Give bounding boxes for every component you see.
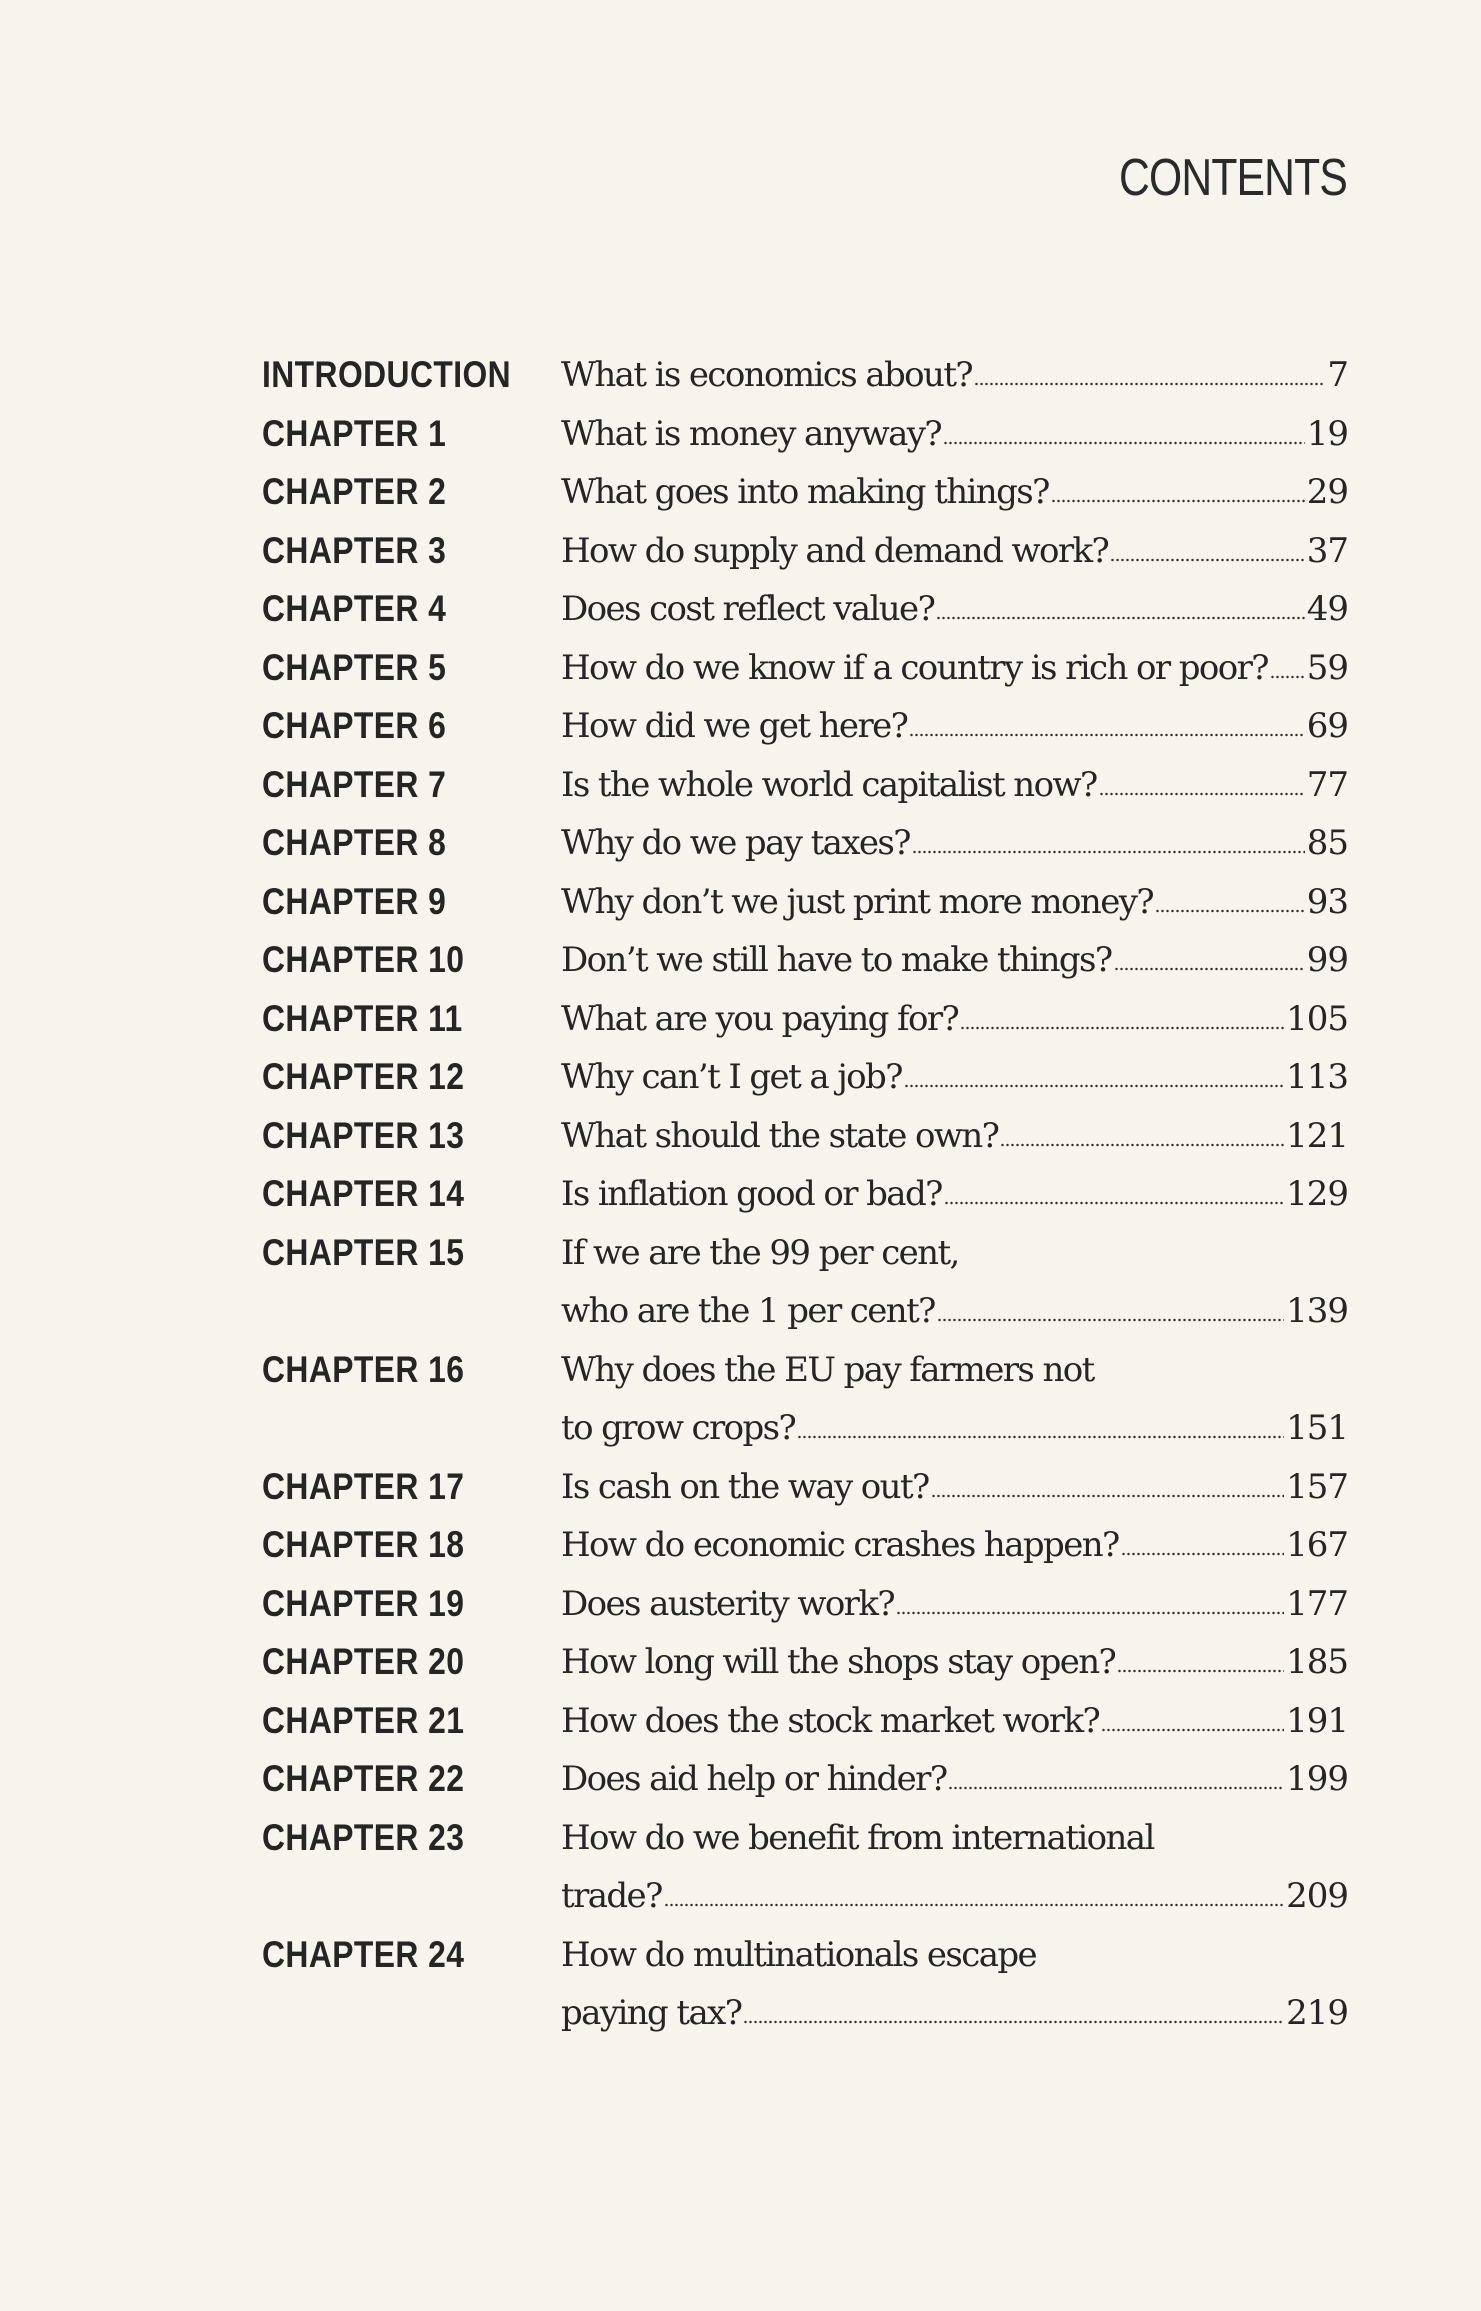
page-number[interactable]: 69 xyxy=(1306,706,1348,746)
chapter-title-text: Why does the EU pay farmers not xyxy=(561,1349,1094,1390)
toc-entry[interactable] xyxy=(262,1458,1348,1517)
chapter-title xyxy=(561,1165,1348,1224)
chapter-label: CHAPTER 7 xyxy=(262,763,447,805)
dot-leader xyxy=(1114,967,1305,971)
chapter-label-cell xyxy=(262,1809,561,1868)
dot-leader xyxy=(960,1026,1284,1030)
page-number[interactable]: 191 xyxy=(1286,1700,1348,1741)
chapter-title-line xyxy=(561,814,1348,873)
page-number[interactable]: 177 xyxy=(1286,1583,1348,1624)
page-number[interactable]: 167 xyxy=(1286,1525,1348,1565)
dot-leader xyxy=(1101,1728,1284,1732)
chapter-label-cell xyxy=(262,580,561,639)
chapter-label: CHAPTER 16 xyxy=(262,1348,465,1390)
dot-leader xyxy=(797,1435,1284,1439)
dot-leader xyxy=(909,733,1304,737)
chapter-title-text: Does austerity work? xyxy=(561,1583,894,1624)
chapter-label-cell xyxy=(262,1926,561,1985)
chapter-title xyxy=(561,1224,1348,1341)
toc-entry[interactable] xyxy=(262,814,1348,873)
chapter-title-line xyxy=(561,1633,1348,1692)
dot-leader xyxy=(943,441,1305,445)
chapter-label: CHAPTER 22 xyxy=(262,1758,465,1799)
chapter-label-cell xyxy=(262,990,561,1049)
page-number[interactable]: 185 xyxy=(1286,1642,1348,1682)
chapter-title-text: What are you paying for? xyxy=(561,998,959,1039)
chapter-label: CHAPTER 17 xyxy=(262,1465,465,1507)
chapter-title-line xyxy=(561,1399,1348,1458)
chapter-title-text: How do we benefit from international xyxy=(561,1817,1154,1858)
toc-entry[interactable] xyxy=(262,1048,1348,1107)
chapter-label-cell xyxy=(262,405,561,464)
page-number[interactable]: 29 xyxy=(1306,472,1348,512)
chapter-title xyxy=(561,522,1348,581)
chapter-title-line xyxy=(561,1224,1348,1283)
chapter-title xyxy=(561,1750,1348,1809)
chapter-label: CHAPTER 24 xyxy=(262,1933,465,1975)
dot-leader xyxy=(948,1786,1284,1790)
dot-leader xyxy=(974,382,1325,386)
dot-leader xyxy=(664,1903,1284,1907)
chapter-title-text: paying tax? xyxy=(561,1993,742,2033)
chapter-title-text: If we are the 99 per cent, xyxy=(561,1232,959,1273)
chapter-label-cell xyxy=(262,1224,561,1283)
chapter-label: CHAPTER 2 xyxy=(262,471,447,512)
chapter-title-line xyxy=(561,1984,1348,2043)
page-number[interactable]: 93 xyxy=(1306,881,1348,922)
chapter-title-line xyxy=(561,522,1348,581)
chapter-title-line xyxy=(561,463,1348,522)
page-number[interactable]: 199 xyxy=(1286,1759,1348,1799)
chapter-label: CHAPTER 9 xyxy=(262,880,447,922)
chapter-title-text: Don’t we still have to make things? xyxy=(561,940,1112,980)
toc-entry[interactable] xyxy=(262,1107,1348,1166)
chapter-title-text: Why don’t we just print more money? xyxy=(561,881,1153,922)
toc-entry[interactable] xyxy=(262,1633,1348,1692)
dot-leader xyxy=(1051,499,1305,503)
chapter-label: CHAPTER 12 xyxy=(262,1056,465,1097)
chapter-label: CHAPTER 6 xyxy=(262,705,447,746)
dot-leader xyxy=(1155,909,1305,913)
chapter-title-text: to grow crops? xyxy=(561,1408,796,1448)
toc-entry[interactable] xyxy=(262,756,1348,815)
toc-entry[interactable] xyxy=(262,1692,1348,1751)
chapter-title-line xyxy=(561,1458,1348,1517)
chapter-label-cell xyxy=(262,931,561,990)
dot-leader xyxy=(743,2020,1284,2024)
page-number[interactable]: 49 xyxy=(1306,589,1348,629)
toc-entry[interactable] xyxy=(262,405,1348,464)
chapter-title-text: Does aid help or hinder? xyxy=(561,1759,947,1799)
chapter-title-text: How do supply and demand work? xyxy=(561,530,1109,571)
chapter-label: CHAPTER 15 xyxy=(262,1231,465,1273)
chapter-title xyxy=(561,1516,1348,1575)
toc-entry[interactable] xyxy=(262,522,1348,581)
chapter-title-text: How long will the shops stay open? xyxy=(561,1642,1116,1682)
chapter-label-cell xyxy=(262,1692,561,1751)
toc-entry[interactable] xyxy=(262,873,1348,932)
page-number[interactable]: 209 xyxy=(1286,1876,1348,1916)
chapter-label-cell xyxy=(262,1107,561,1166)
chapter-title-line xyxy=(561,1165,1348,1224)
chapter-title xyxy=(561,405,1348,464)
chapter-label: CHAPTER 23 xyxy=(262,1816,465,1858)
dot-leader xyxy=(1110,558,1305,562)
chapter-title xyxy=(561,639,1348,698)
page-number[interactable]: 105 xyxy=(1286,998,1348,1039)
chapter-title-text: How do multinationals escape xyxy=(561,1934,1037,1975)
chapter-label-cell xyxy=(262,756,561,815)
chapter-title-line xyxy=(561,1282,1348,1341)
chapter-title-text: What goes into making things? xyxy=(561,472,1049,512)
chapter-title xyxy=(561,1692,1348,1751)
chapter-title-text: Why do we pay taxes? xyxy=(561,823,910,863)
chapter-title xyxy=(561,1633,1348,1692)
page-number[interactable]: 85 xyxy=(1306,823,1348,863)
chapter-title-line xyxy=(561,697,1348,756)
chapter-title-text: trade? xyxy=(561,1876,662,1916)
toc-entry[interactable] xyxy=(262,990,1348,1049)
page-number[interactable]: 7 xyxy=(1327,355,1348,395)
page-number[interactable]: 151 xyxy=(1286,1408,1348,1448)
chapter-title xyxy=(561,873,1348,932)
toc-entry[interactable] xyxy=(262,1575,1348,1634)
chapter-label-cell xyxy=(262,697,561,756)
table-of-contents xyxy=(262,346,1348,2043)
chapter-title xyxy=(561,1575,1348,1634)
toc-entry[interactable] xyxy=(262,1809,1348,1926)
chapter-title xyxy=(561,1048,1348,1107)
chapter-title-line xyxy=(561,931,1348,990)
chapter-title-line xyxy=(561,873,1348,932)
chapter-title xyxy=(561,463,1348,522)
chapter-label-cell xyxy=(262,1516,561,1575)
chapter-title xyxy=(561,1458,1348,1517)
chapter-title-line xyxy=(561,1692,1348,1751)
chapter-title xyxy=(561,1926,1348,2043)
dot-leader xyxy=(931,1494,1284,1498)
chapter-title xyxy=(561,756,1348,815)
chapter-label: CHAPTER 18 xyxy=(262,1524,465,1565)
chapter-title-text: How do economic crashes happen? xyxy=(561,1525,1119,1565)
chapter-label: CHAPTER 13 xyxy=(262,1114,465,1156)
chapter-title-text: Is cash on the way out? xyxy=(561,1466,929,1507)
chapter-label: CHAPTER 14 xyxy=(262,1173,465,1214)
chapter-title xyxy=(561,580,1348,639)
toc-entry[interactable] xyxy=(262,931,1348,990)
page-number[interactable]: 219 xyxy=(1286,1993,1348,2033)
dot-leader xyxy=(944,1201,1284,1205)
dot-leader xyxy=(1117,1669,1284,1673)
page-number[interactable]: 77 xyxy=(1306,764,1348,805)
page-number[interactable]: 99 xyxy=(1306,940,1348,980)
toc-entry[interactable] xyxy=(262,463,1348,522)
chapter-title-line xyxy=(561,1809,1348,1868)
chapter-title-line xyxy=(561,1867,1348,1926)
dot-leader xyxy=(896,1611,1284,1615)
chapter-title-line xyxy=(561,1926,1348,1985)
chapter-title-text: How did we get here? xyxy=(561,706,908,746)
page-number[interactable]: 157 xyxy=(1286,1466,1348,1507)
toc-entry[interactable] xyxy=(262,1165,1348,1224)
chapter-label: CHAPTER 19 xyxy=(262,1582,465,1624)
dot-leader xyxy=(1121,1552,1284,1556)
toc-entry[interactable] xyxy=(262,580,1348,639)
chapter-title-line xyxy=(561,990,1348,1049)
chapter-label-cell xyxy=(262,1458,561,1517)
chapter-label: CHAPTER 3 xyxy=(262,529,447,571)
chapter-label-cell xyxy=(262,346,561,405)
chapter-title-text: What is money anyway? xyxy=(561,413,942,454)
dot-leader xyxy=(937,1318,1284,1322)
chapter-title-line xyxy=(561,639,1348,698)
chapter-title-text: Why can’t I get a job? xyxy=(561,1057,902,1097)
chapter-label-cell xyxy=(262,463,561,522)
chapter-title-line xyxy=(561,1107,1348,1166)
dot-leader xyxy=(1000,1143,1284,1147)
chapter-title xyxy=(561,814,1348,873)
page-number[interactable]: 19 xyxy=(1306,413,1348,454)
chapter-title-line xyxy=(561,1575,1348,1634)
dot-leader xyxy=(912,850,1305,854)
chapter-title-text: Is the whole world capitalist now? xyxy=(561,764,1097,805)
page-number[interactable]: 113 xyxy=(1286,1057,1348,1097)
chapter-label-cell xyxy=(262,814,561,873)
chapter-label-cell xyxy=(262,1750,561,1809)
dot-leader xyxy=(1270,675,1305,679)
dot-leader xyxy=(904,1084,1284,1088)
dot-leader xyxy=(936,616,1305,620)
toc-entry[interactable] xyxy=(262,697,1348,756)
chapter-title-line xyxy=(561,580,1348,639)
chapter-label: INTRODUCTION xyxy=(262,354,512,395)
chapter-label: CHAPTER 1 xyxy=(262,412,447,454)
page-number[interactable]: 121 xyxy=(1286,1115,1348,1156)
page-number[interactable]: 37 xyxy=(1306,530,1348,571)
chapter-label: CHAPTER 10 xyxy=(262,939,465,980)
chapter-title-line xyxy=(561,756,1348,815)
chapter-title xyxy=(561,697,1348,756)
toc-entry[interactable] xyxy=(262,1750,1348,1809)
chapter-label-cell xyxy=(262,1165,561,1224)
chapter-label-cell xyxy=(262,639,561,698)
chapter-label-cell xyxy=(262,1341,561,1400)
chapter-title-line xyxy=(561,1516,1348,1575)
chapter-title xyxy=(561,1341,1348,1458)
chapter-title-line xyxy=(561,1341,1348,1400)
chapter-label-cell xyxy=(262,522,561,581)
toc-entry[interactable] xyxy=(262,1224,1348,1341)
toc-entry[interactable] xyxy=(262,1926,1348,2043)
chapter-label-cell xyxy=(262,1633,561,1692)
page-number[interactable]: 139 xyxy=(1286,1291,1348,1331)
toc-entry[interactable] xyxy=(262,1516,1348,1575)
chapter-title xyxy=(561,346,1348,405)
chapter-label: CHAPTER 11 xyxy=(262,997,463,1039)
chapter-label: CHAPTER 5 xyxy=(262,646,447,688)
toc-entry[interactable] xyxy=(262,639,1348,698)
toc-entry[interactable] xyxy=(262,1341,1348,1458)
chapter-label: CHAPTER 21 xyxy=(262,1699,465,1741)
chapter-title-line xyxy=(561,1750,1348,1809)
chapter-label-cell xyxy=(262,1575,561,1634)
chapter-title-text: who are the 1 per cent? xyxy=(561,1291,935,1331)
chapter-label: CHAPTER 4 xyxy=(262,588,447,629)
chapter-title-text: Is inflation good or bad? xyxy=(561,1174,942,1214)
chapter-title-line xyxy=(561,346,1348,405)
chapter-label-cell xyxy=(262,873,561,932)
chapter-label: CHAPTER 20 xyxy=(262,1641,465,1682)
page-number[interactable]: 129 xyxy=(1286,1174,1348,1214)
chapter-label-cell xyxy=(262,1048,561,1107)
chapter-title-text: What should the state own? xyxy=(561,1115,999,1156)
chapter-title xyxy=(561,990,1348,1049)
chapter-title-text: What is economics about? xyxy=(561,355,973,395)
chapter-title-line xyxy=(561,405,1348,464)
chapter-label: CHAPTER 8 xyxy=(262,822,447,863)
chapter-title-text: Does cost reflect value? xyxy=(561,589,935,629)
chapter-title-text: How do we know if a country is rich or poor? xyxy=(561,647,1268,688)
toc-entry[interactable] xyxy=(262,346,1348,405)
page-number[interactable]: 59 xyxy=(1306,647,1348,688)
page-title: CONTENTS xyxy=(1119,149,1347,207)
chapter-title xyxy=(561,931,1348,990)
chapter-title xyxy=(561,1809,1348,1926)
dot-leader xyxy=(1099,792,1305,796)
chapter-title xyxy=(561,1107,1348,1166)
chapter-title-text: How does the stock market work? xyxy=(561,1700,1100,1741)
chapter-title-line xyxy=(561,1048,1348,1107)
